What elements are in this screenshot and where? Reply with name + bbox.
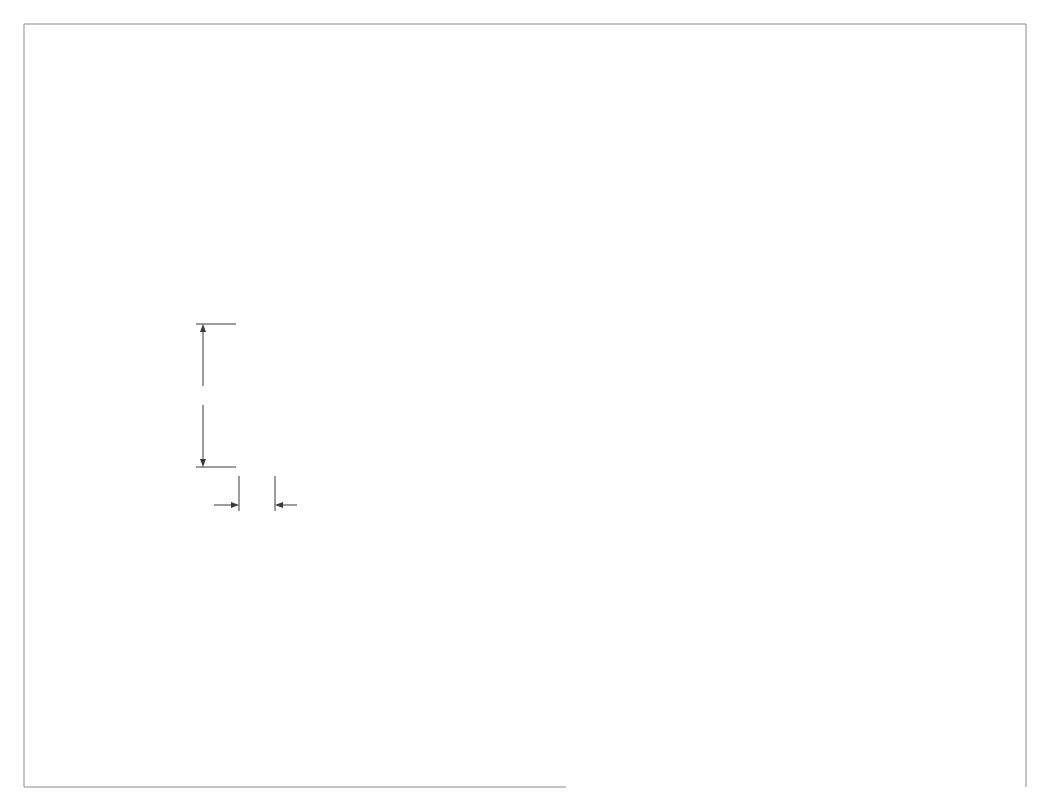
length-dimension: [196, 324, 236, 467]
sheet-frame: [24, 24, 1026, 787]
shank-dimension: [214, 476, 297, 511]
